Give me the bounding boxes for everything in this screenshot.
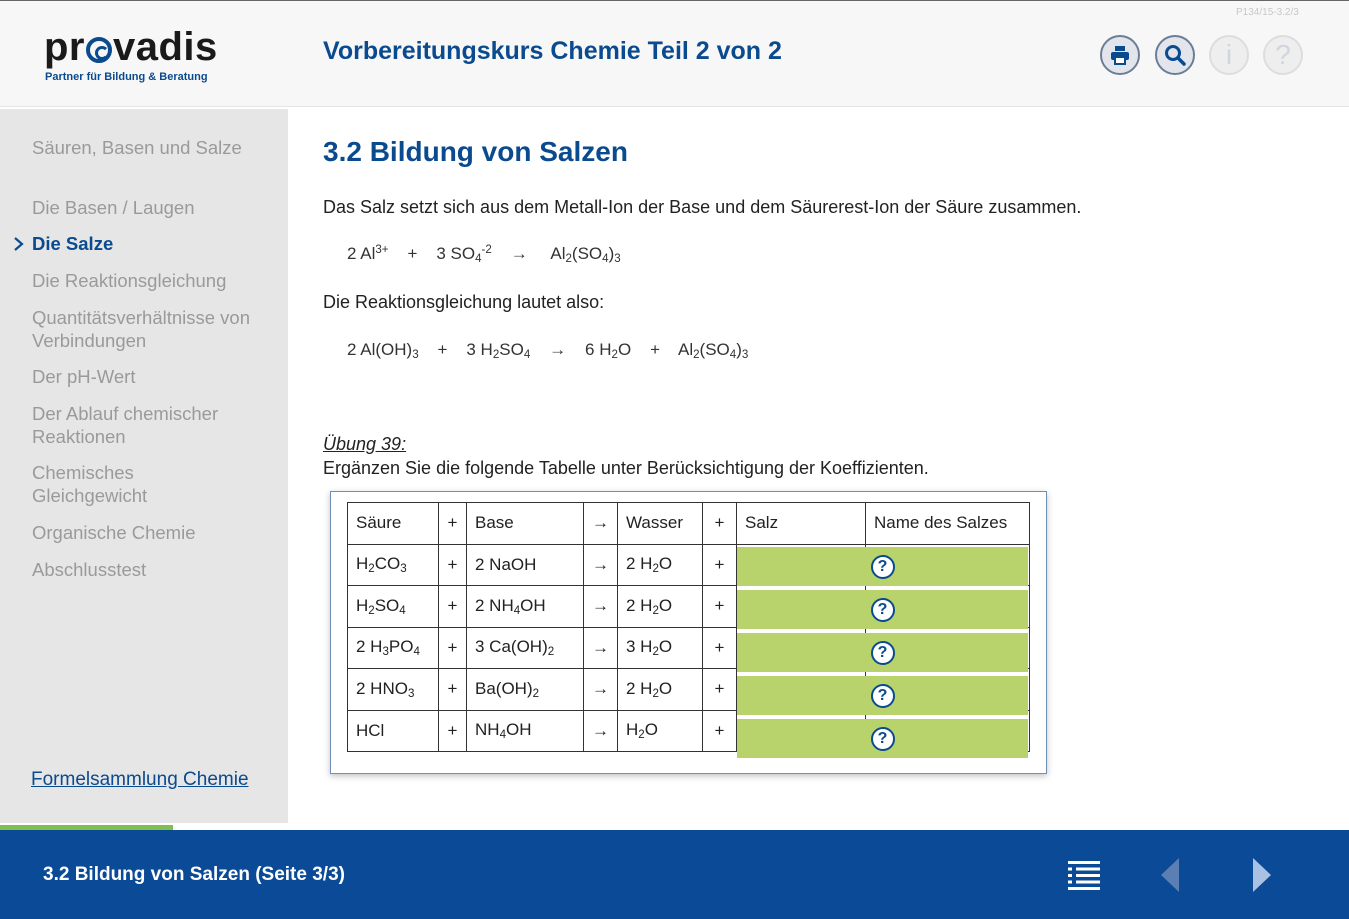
list-menu-icon (1067, 859, 1101, 891)
answer-help-icon[interactable]: ? (871, 598, 895, 622)
sidebar-item-quantitaetsverhaeltnisse[interactable]: Quantitätsverhältnisse von Verbindungen (32, 307, 251, 351)
info-icon: i (1225, 39, 1233, 70)
arrow-cell: → (584, 669, 618, 711)
plus-cell: + (439, 544, 467, 586)
active-chevron-right-icon (12, 237, 26, 251)
logo-text-start: pr (44, 25, 85, 69)
arrow-right-icon (1251, 857, 1273, 893)
sidebar-item-ph-wert[interactable]: Der pH-Wert (32, 366, 136, 387)
acid-cell: HCl (348, 710, 439, 752)
logo-swirl-icon (86, 37, 112, 63)
answer-field-row-3[interactable] (737, 633, 1028, 672)
water-cell: 2 $H_2O$ (618, 586, 703, 628)
exercise-table-frame (330, 491, 1047, 774)
sidebar-item-reaktionsgleichung[interactable]: Die Reaktionsgleichung (32, 270, 227, 291)
header-base: Base (467, 503, 584, 545)
ion-equation: 2 $Al^{3+}$ + 3 $SO_4^{-2}$ → $Al_2(SO_4)_3$ (347, 244, 621, 265)
plus-cell: + (703, 544, 737, 586)
acid-cell: 2 $HNO_3$ (348, 669, 439, 711)
plus-cell: + (439, 669, 467, 711)
plus-cell: + (439, 586, 467, 628)
logo-wordmark (44, 25, 234, 69)
arrow-cell: → (584, 544, 618, 586)
header-water: Wasser (618, 503, 703, 545)
plus-cell: + (439, 710, 467, 752)
plus-cell: + (703, 586, 737, 628)
help-button[interactable] (1263, 35, 1303, 75)
arrow-cell: → (584, 586, 618, 628)
plus-cell: + (439, 627, 467, 669)
reaction-equation: 2 $Al(OH)_3$ + 3 $H_2SO_4$ → 6 $H_2O$ + $Al_2(SO_4)_3$ (347, 340, 749, 361)
answer-help-icon[interactable]: ? (871, 684, 895, 708)
sidebar-item-saeuren-basen-salze[interactable]: Säuren, Basen und Salze (32, 137, 242, 158)
base-cell: $Ba(OH)_2$ (467, 669, 584, 711)
base-cell: 3 $Ca(OH)_2$ (467, 627, 584, 669)
answer-help-icon[interactable]: ? (871, 727, 895, 751)
reaction-arrow-icon: → (549, 340, 567, 359)
water-cell: 2 $H_2O$ (618, 544, 703, 586)
water-cell: 2 $H_2O$ (618, 669, 703, 711)
printer-icon (1109, 45, 1131, 65)
document-code: P134/15-3.2/3 (1236, 7, 1299, 18)
base-cell: 2 $NH_4OH$ (467, 586, 584, 628)
exercise-title: Übung 39: (323, 434, 407, 454)
base-cell: $NH_4OH$ (467, 710, 584, 752)
menu-button[interactable] (1062, 854, 1106, 896)
formula-collection-link[interactable]: Formelsammlung Chemie (31, 769, 249, 790)
sidebar-item-ablauf-reaktionen[interactable]: Der Ablauf chemischer Reaktionen (32, 403, 219, 447)
acid-cell: $H_2SO_4$ (348, 586, 439, 628)
answer-help-icon[interactable]: ? (871, 555, 895, 579)
reaction-arrow-icon: → (510, 244, 528, 263)
intro-text: Das Salz setzt sich aus dem Metall-Ion der Base und dem Säurerest-Ion der Säure zusammen. (323, 197, 1082, 217)
progress-track (0, 823, 1349, 830)
logo-text-end: vadis (113, 25, 218, 69)
section-title: 3.2 Bildung von Salzen (323, 136, 628, 167)
sidebar-item-salze[interactable]: Die Salze (32, 233, 114, 254)
base-cell: 2 NaOH (467, 544, 584, 586)
exercise-instruction: Ergänzen Sie die folgende Tabelle unter Berücksichtigung der Koeffizienten. (323, 458, 929, 478)
search-button[interactable] (1155, 35, 1195, 75)
header-plus-2: + (703, 503, 737, 545)
header-plus: + (439, 503, 467, 545)
answer-field-row-2[interactable] (737, 590, 1028, 629)
footer-bar (0, 830, 1349, 919)
search-icon (1164, 44, 1186, 66)
next-page-button[interactable] (1240, 854, 1284, 896)
table-header-row (348, 503, 1030, 545)
provadis-logo (44, 25, 234, 89)
acid-cell: $H_2CO_3$ (348, 544, 439, 586)
arrow-cell: → (584, 710, 618, 752)
sidebar-item-abschlusstest[interactable]: Abschlusstest (32, 559, 147, 580)
sidebar-item-chemisches-gleichgewicht[interactable]: Chemisches Gleichgewicht (32, 462, 148, 506)
page-title: 3.2 Bildung von Salzen (Seite 3/3) (43, 864, 345, 885)
arrow-cell: → (584, 627, 618, 669)
sidebar-item-basen-laugen[interactable]: Die Basen / Laugen (32, 197, 195, 218)
acid-cell: 2 $H_3PO_4$ (348, 627, 439, 669)
plus-cell: + (703, 669, 737, 711)
logo-tagline: Partner für Bildung & Beratung (45, 71, 208, 83)
arrow-left-icon (1159, 857, 1181, 893)
course-title: Vorbereitungskurs Chemie Teil 2 von 2 (323, 37, 782, 65)
reaction-intro-text: Die Reaktionsgleichung lautet also: (323, 292, 605, 312)
header-arrow: → (584, 503, 618, 545)
water-cell: 3 $H_2O$ (618, 627, 703, 669)
answer-field-row-4[interactable] (737, 676, 1028, 715)
answer-help-icon[interactable]: ? (871, 641, 895, 665)
water-cell: $H_2O$ (618, 710, 703, 752)
previous-page-button[interactable] (1148, 854, 1192, 896)
plus-cell: + (703, 627, 737, 669)
header-salt-name: Name des Salzes (866, 503, 1030, 545)
sidebar-item-organische-chemie[interactable]: Organische Chemie (32, 522, 196, 543)
header-acid: Säure (348, 503, 439, 545)
header-bar (0, 1, 1349, 107)
print-button[interactable] (1100, 35, 1140, 75)
header-salt: Salz (737, 503, 866, 545)
answer-field-row-1[interactable] (737, 547, 1028, 586)
answer-field-row-5[interactable] (737, 719, 1028, 758)
info-button[interactable] (1209, 35, 1249, 75)
plus-cell: + (703, 710, 737, 752)
help-icon: ? (1275, 39, 1291, 70)
